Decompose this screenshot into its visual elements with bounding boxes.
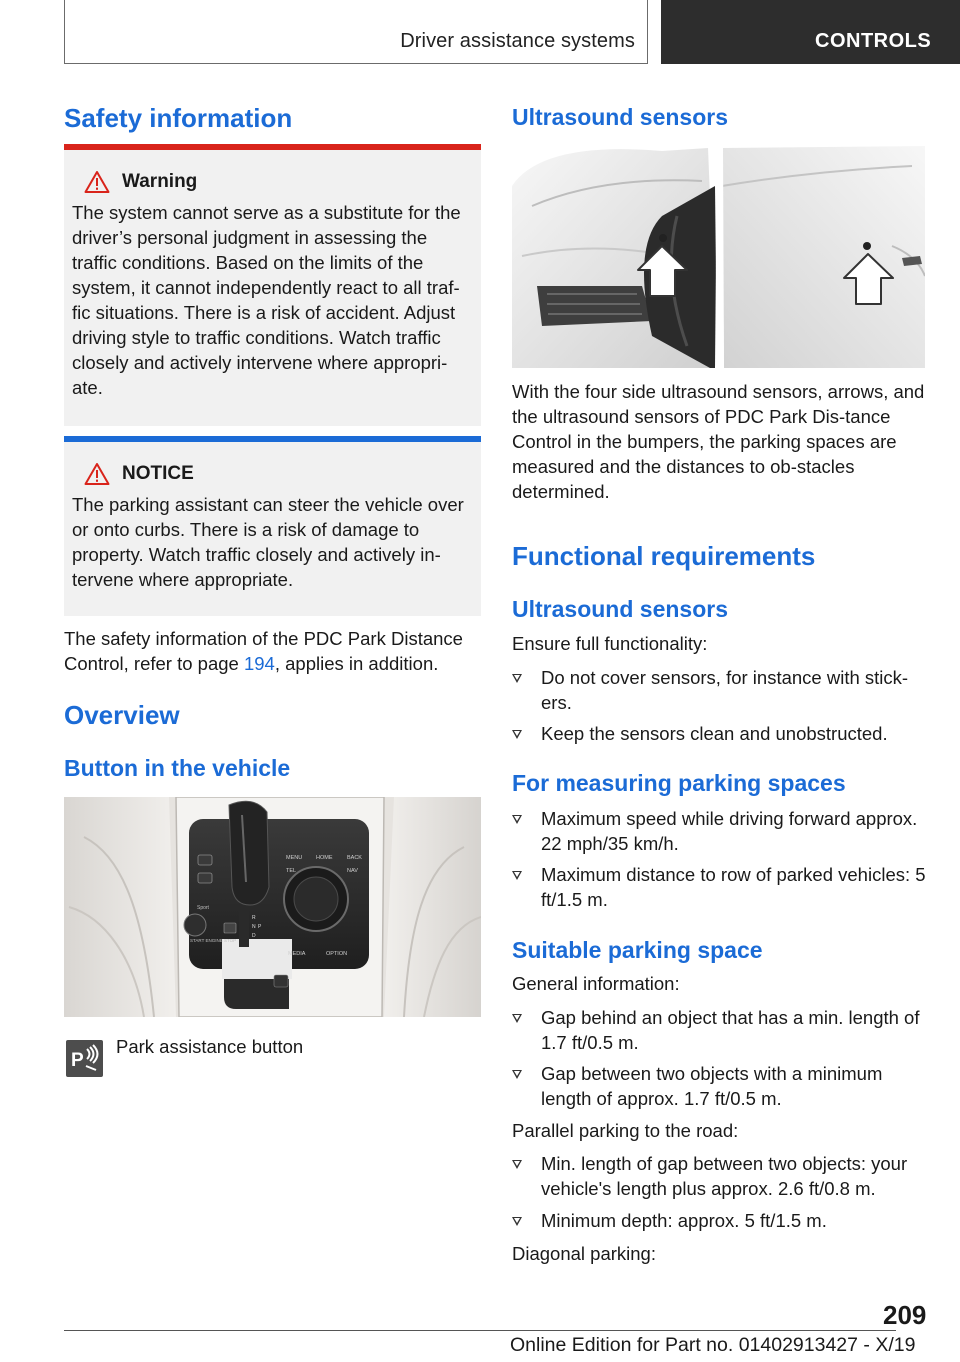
warning-triangle-icon	[84, 170, 110, 194]
svg-text:D: D	[252, 933, 256, 939]
console-start-label: START ENGINE STOP	[190, 938, 237, 943]
console-back-label: BACK	[347, 855, 362, 861]
svg-text:R: R	[252, 915, 256, 921]
safety-information-heading: Safety information	[64, 103, 293, 133]
general-information-text: General information:	[512, 973, 680, 994]
center-console-image	[64, 797, 481, 1017]
center-console-illustration	[64, 797, 481, 1017]
bullet-triangle-icon	[512, 674, 522, 683]
page-194-link[interactable]: 194	[243, 653, 275, 674]
functional-requirements-heading: Functional requirements	[512, 541, 816, 571]
park-assistance-button-icon	[66, 1040, 103, 1077]
parallel-parking-text: Parallel parking to the road:	[512, 1120, 739, 1141]
console-nav-label: NAV	[347, 868, 358, 874]
bullet-triangle-icon	[512, 1014, 522, 1023]
bullet-triangle-icon	[512, 1217, 522, 1226]
pdc-reference-paragraph	[64, 626, 482, 676]
list-item-text: Keep the sensors clean and unobstructed.	[541, 723, 888, 744]
header-chapter-title: CONTROLS	[815, 30, 932, 52]
list-item-text: Maximum speed while driving forward approx. 22 mph/35 km/h.	[541, 808, 918, 854]
svg-text:N: N	[252, 924, 256, 930]
footer-divider	[64, 1330, 896, 1331]
list-item-text: Min. length of gap between two objects: your vehicle's length plus approx. 2.6 ft/0.8 m.	[541, 1153, 908, 1199]
svg-text:P: P	[258, 924, 262, 930]
header-section-title: Driver assistance systems	[400, 30, 635, 52]
footer-edition: Online Edition for Part no. 01402913427 - X/19	[510, 1334, 916, 1356]
header-section-box	[64, 0, 648, 64]
ultrasound-sensors-subheading: Ultrasound sensors	[512, 596, 728, 622]
console-sport-label: Sport	[197, 905, 209, 911]
list-item-text: Minimum depth: approx. 5 ft/1.5 m.	[541, 1210, 827, 1231]
console-media-label: MEDIA	[288, 951, 306, 957]
list-item-text: Do not cover sensors, for instance with stick-ers.	[541, 667, 909, 713]
bullet-triangle-icon	[512, 815, 522, 824]
list-item-text: Gap behind an object that has a min. length of 1.7 ft/0.5 m.	[541, 1007, 920, 1053]
warning-callout	[64, 144, 481, 426]
ultrasound-sensors-heading: Ultrasound sensors	[512, 104, 728, 130]
warning-text: The system cannot serve as a substitute for the driver’s personal judgment in assessing the traffic conditions. Based on the limits of the system, it cannot independently react to all traf-fic situations. There is a risk of accident. Adjust driving style to traffic conditions. Watch traffic closely and actively intervene where appropri-ate.	[72, 202, 461, 398]
header-chapter-tab	[661, 0, 960, 64]
park-assistance-button-label: Park assistance button	[116, 1036, 304, 1057]
list-item-text: Gap between two objects with a minimum length of approx. 1.7 ft/0.5 m.	[541, 1063, 883, 1109]
notice-title-row	[84, 462, 473, 486]
console-home-label: HOME	[316, 855, 333, 861]
notice-text: The parking assistant can steer the vehicle over or onto curbs. There is a risk of damage to property. Watch traffic closely and actively in-tervene where appropriate.	[72, 494, 464, 590]
console-option-label: OPTION	[326, 951, 348, 957]
notice-title: NOTICE	[122, 463, 194, 484]
ultrasound-description: With the four side ultrasound sensors, arrows, and the ultrasound sensors of PDC Park Dis-tance Control in the bumpers, the parking spaces are measured and the distances to ob-stacles determined.	[512, 381, 925, 502]
overview-heading: Overview	[64, 700, 180, 730]
ultrasound-sensors-image	[512, 146, 925, 368]
notice-triangle-icon	[84, 462, 110, 486]
warning-title: Warning	[122, 171, 198, 192]
bullet-triangle-icon	[512, 871, 522, 880]
console-menu-label: MENU	[286, 855, 303, 861]
ensure-functionality-text: Ensure full functionality:	[512, 633, 708, 654]
bullet-triangle-icon	[512, 1160, 522, 1169]
console-tel-label: TEL	[286, 868, 297, 874]
pdc-text-before: The safety information of the PDC Park Distance Control, refer to page	[64, 628, 463, 674]
button-in-vehicle-heading: Button in the vehicle	[64, 755, 291, 781]
list-item-text: Maximum distance to row of parked vehicles: 5 ft/1.5 m.	[541, 864, 926, 910]
suitable-parking-space-heading: Suitable parking space	[512, 937, 763, 963]
warning-title-row	[84, 170, 473, 194]
bullet-triangle-icon	[512, 1070, 522, 1079]
page-number: 209	[883, 1300, 927, 1330]
measuring-parking-spaces-heading: For measuring parking spaces	[512, 770, 846, 796]
bullet-triangle-icon	[512, 730, 522, 739]
diagonal-parking-text: Diagonal parking:	[512, 1243, 656, 1264]
notice-callout	[64, 436, 481, 616]
svg-text:P: P	[71, 1050, 84, 1071]
ultrasound-sensors-illustration	[512, 146, 925, 368]
pdc-text-after: , applies in addition.	[274, 653, 439, 674]
